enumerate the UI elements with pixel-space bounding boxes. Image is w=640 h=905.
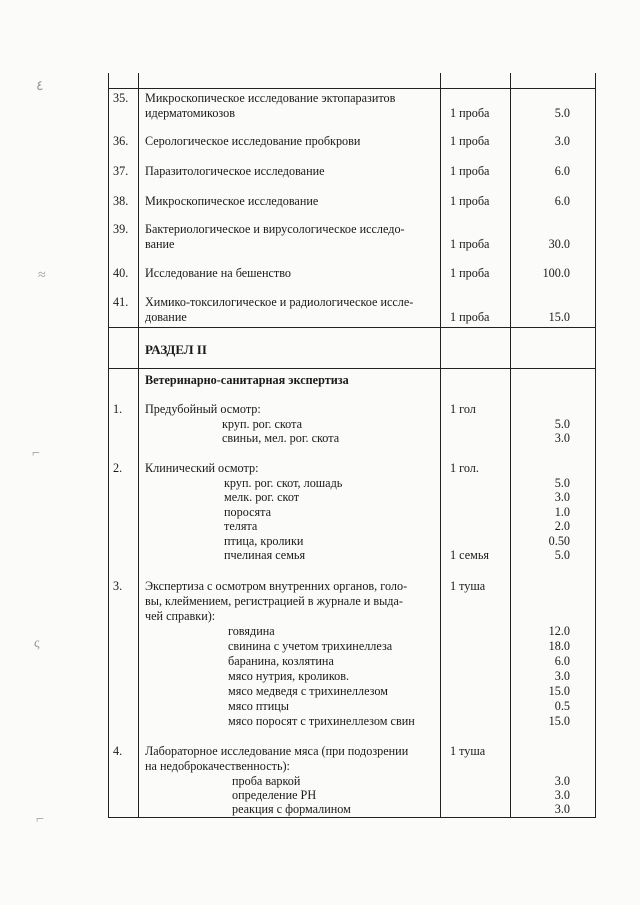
sub-item-label: круп. рог. скота xyxy=(222,417,302,431)
sub-item-label: мясо медведя с трихинеллезом xyxy=(228,684,388,698)
scan-mark: ≈ xyxy=(38,268,46,283)
column-border xyxy=(440,73,441,818)
sub-item-label: реакция с формалином xyxy=(232,802,351,816)
sub-item-price: 3.0 xyxy=(554,802,570,816)
row-border xyxy=(108,327,595,328)
row-description: Клинический осмотр: xyxy=(145,461,259,475)
sub-item-price: 5.0 xyxy=(554,548,570,562)
row-number: 36. xyxy=(113,134,129,148)
scan-mark: ⌐ xyxy=(36,812,44,827)
sub-item-label: мясо нутрия, кроликов. xyxy=(228,669,350,683)
row-price: 5.0 xyxy=(554,106,570,120)
row-number: 41. xyxy=(113,295,129,309)
row-border xyxy=(108,368,595,369)
row-description: Серологическое исследование пробкрови xyxy=(145,134,361,148)
sub-item-label: свинина с учетом трихинеллеза xyxy=(228,639,393,653)
row-number: 2. xyxy=(113,461,123,475)
column-border xyxy=(138,73,139,818)
row-description: Химико-токсилогическое и радиологическое иссле- xyxy=(145,295,414,309)
sub-item-label: мясо поросят с трихинеллезом свин xyxy=(228,714,415,728)
sub-item-price: 18.0 xyxy=(548,639,570,653)
row-price: 6.0 xyxy=(554,194,570,208)
row-unit: 1 семья xyxy=(450,548,489,562)
sub-item-label: говядина xyxy=(228,624,275,638)
row-unit: 1 туша xyxy=(450,744,486,758)
row-unit: 1 гол. xyxy=(450,461,479,475)
row-price: 15.0 xyxy=(548,310,570,324)
column-border xyxy=(108,73,109,818)
sub-item-label: круп. рог. скот, лошадь xyxy=(224,476,343,490)
sub-item-label: пчелиная семья xyxy=(224,548,306,562)
row-unit: 1 туша xyxy=(450,579,486,593)
row-number: 39. xyxy=(113,222,129,236)
row-description: Лабораторное исследование мяса (при подозрении xyxy=(145,744,409,758)
row-description: Бактериологическое и вирусологическое исследо- xyxy=(145,222,405,236)
row-description: Экспертиза с осмотром внутренних органов, голо- xyxy=(145,579,408,593)
sub-item-price: 5.0 xyxy=(554,476,570,490)
section-title: РАЗДЕЛ II xyxy=(145,342,207,357)
sub-item-price: 12.0 xyxy=(548,624,570,638)
subsection-title: Ветеринарно-санитарная экспертиза xyxy=(145,373,349,387)
sub-item-price: 0.5 xyxy=(554,699,570,713)
sub-item-label: баранина, козлятина xyxy=(228,654,334,668)
column-border xyxy=(595,73,596,818)
row-unit: 1 проба xyxy=(450,237,490,251)
sub-item-price: 3.0 xyxy=(554,774,570,788)
row-number: 40. xyxy=(113,266,129,280)
row-description: Микроскопическое исследование эктопаразитов xyxy=(145,91,396,105)
row-number: 3. xyxy=(113,579,123,593)
sub-item-price: 5.0 xyxy=(554,417,570,431)
sub-item-price: 3.0 xyxy=(554,431,570,445)
row-border xyxy=(108,817,595,818)
sub-item-label: проба варкой xyxy=(232,774,301,788)
row-number: 4. xyxy=(113,744,123,758)
sub-item-label: поросята xyxy=(224,505,272,519)
row-unit: 1 гол xyxy=(450,402,476,416)
row-unit: 1 проба xyxy=(450,266,490,280)
sub-item-price: 6.0 xyxy=(554,654,570,668)
sub-item-price: 2.0 xyxy=(554,519,570,533)
sub-item-label: определение РН xyxy=(232,788,317,802)
row-description: дование xyxy=(145,310,187,324)
sub-item-price: 3.0 xyxy=(554,669,570,683)
sub-item-price: 3.0 xyxy=(554,788,570,802)
scan-mark: ٤ xyxy=(36,79,44,94)
sub-item-label: свиньи, мел. рог. скота xyxy=(222,431,340,445)
row-description: Микроскопическое исследование xyxy=(145,194,319,208)
row-number: 37. xyxy=(113,164,129,178)
scan-mark: ⌐ xyxy=(32,446,40,461)
row-price: 6.0 xyxy=(554,164,570,178)
row-description: на недоброкачественность): xyxy=(145,759,290,773)
row-unit: 1 проба xyxy=(450,194,490,208)
row-price: 30.0 xyxy=(548,237,570,251)
sub-item-label: телята xyxy=(224,519,258,533)
row-number: 1. xyxy=(113,402,123,416)
row-description: идерматомикозов xyxy=(145,106,236,120)
row-description: Исследование на бешенство xyxy=(145,266,291,280)
sub-item-price: 15.0 xyxy=(548,714,570,728)
row-price: 100.0 xyxy=(542,266,570,280)
column-border xyxy=(510,73,511,818)
sub-item-label: мелк. рог. скот xyxy=(224,490,300,504)
row-number: 38. xyxy=(113,194,129,208)
sub-item-price: 0.50 xyxy=(548,534,570,548)
row-description: чей справки): xyxy=(145,609,216,623)
sub-item-price: 3.0 xyxy=(554,490,570,504)
row-unit: 1 проба xyxy=(450,106,490,120)
row-unit: 1 проба xyxy=(450,310,490,324)
scan-mark: ς xyxy=(34,636,40,651)
row-description: вы, клеймением, регистрацией в журнале и выда- xyxy=(145,594,403,608)
row-description: вание xyxy=(145,237,175,251)
sub-item-price: 15.0 xyxy=(548,684,570,698)
row-number: 35. xyxy=(113,91,129,105)
row-price: 3.0 xyxy=(554,134,570,148)
sub-item-label: мясо птицы xyxy=(228,699,289,713)
row-description: Предубойный осмотр: xyxy=(145,402,261,416)
row-description: Паразитологическое исследование xyxy=(145,164,325,178)
sub-item-label: птица, кролики xyxy=(224,534,304,548)
row-unit: 1 проба xyxy=(450,164,490,178)
row-unit: 1 проба xyxy=(450,134,490,148)
sub-item-price: 1.0 xyxy=(554,505,570,519)
row-border xyxy=(108,88,595,89)
